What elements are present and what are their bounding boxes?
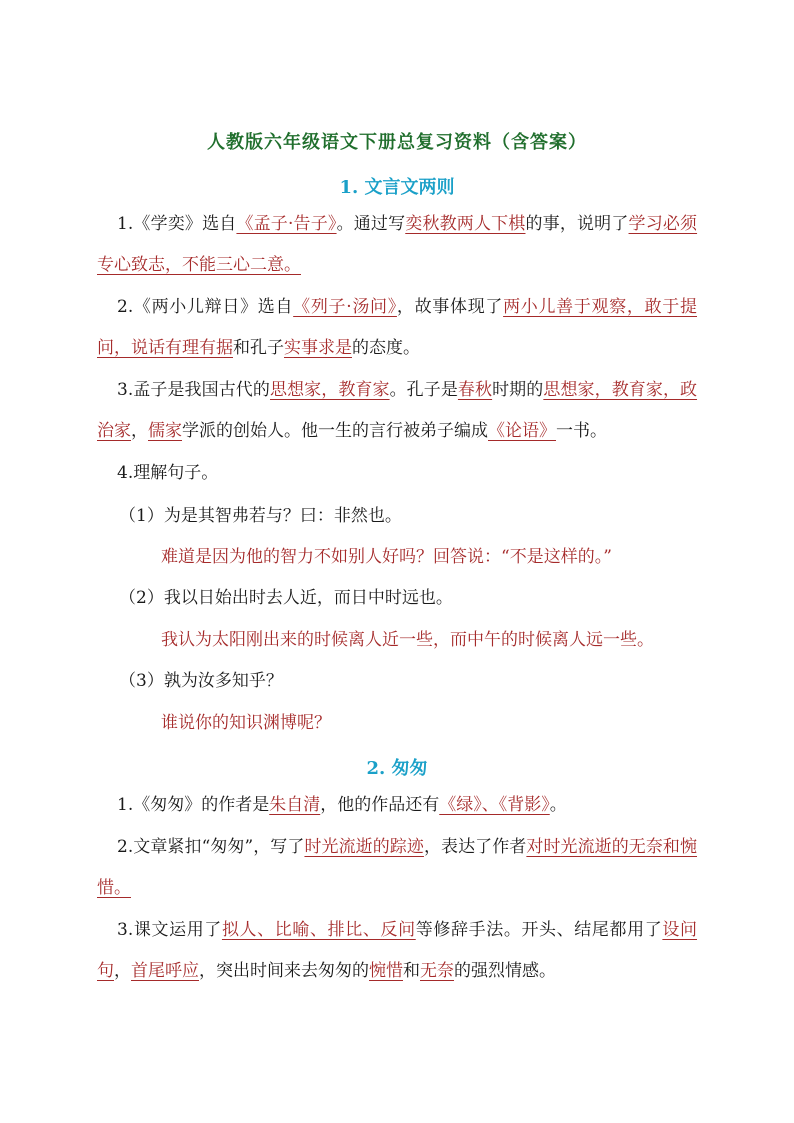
answer-text: 时光流逝的踪迹 [304,837,424,857]
question-text: 3.课文运用了 [117,920,222,940]
answer-text: 思想家，教育家 [269,380,390,400]
answer-text: 思想家，教育家，政治家 [97,380,698,441]
section-title-1: 1. 文言文两则 [339,177,455,198]
question-text: 。孔子是 [389,380,458,400]
answer-text: 无奈 [420,961,454,981]
sentence-answer-1: 难道是因为他的智力不如别人好吗？回答说：“不是这样的。” [161,547,612,567]
question-text: 学派的创始人。他一生的言行被弟子编成 [182,421,488,441]
question-text: 和孔子 [233,338,284,358]
answer-text: 实事求是 [284,338,352,358]
question-text: 等修辞手法。开头、结尾都用了 [415,920,663,940]
sentence-question-2: （2）我以日始出时去人近，而日中时远也。 [119,588,453,608]
sentence-question-3: （3）孰为汝多知乎？ [119,671,283,691]
sentence-answer-3: 谁说你的知识渊博呢？ [161,713,331,733]
question-text: 3.孟子是我国古代的 [117,380,270,400]
answer-text: 《绿》、《背影》 [439,795,550,815]
question-text: 。通过写 [336,214,406,234]
sentence-question-1: （1）为是其智弗若与？曰：非然也。 [119,506,402,526]
question-text: 2.文章紧扣“匆匆”，写了 [117,837,305,857]
question-text: 的强烈情感。 [454,961,556,981]
question-text: ，他的作品还有 [320,795,440,815]
answer-text: 对时光流逝的无奈和惋惜。 [97,837,698,898]
answer-text: 朱自清 [269,795,321,815]
question-text: 和 [403,961,420,981]
answer-text: 学习必须专心致志，不能三心二意。 [97,214,698,275]
answer-text: 惋惜 [369,961,403,981]
question-2-1 [97,785,697,826]
question-text: ，表达了作者 [423,837,527,857]
document-title: 人教版六年级语文下册总复习资料（含答案） [207,132,587,153]
question-text: 。 [549,795,567,815]
answer-text: 拟人、比喻、排比、反问 [221,920,416,940]
question-text: 的态度。 [352,338,420,358]
sentence-answer-2: 我认为太阳刚出来的时候离人近一些，而中午的时候离人远一些。 [161,630,654,650]
question-text: 的事，说明了 [525,214,629,234]
question-2-3 [97,910,697,992]
question-text: ，突出时间来去匆匆的 [199,961,369,981]
question-text: 1.《学奕》选自 [117,214,237,234]
question-text: ，故事体现了 [396,297,504,317]
answer-text: 春秋 [457,380,493,400]
question-text: ， [131,421,148,441]
section-title-2: 2. 匆匆 [366,758,428,779]
question-1-1 [97,204,697,286]
question-text: ， [114,961,131,981]
question-1-2 [97,287,697,369]
answer-text: 《列子·汤问》 [293,297,397,317]
question-text: 时期的 [492,380,544,400]
question-1-4-title: 4.理解句子。 [117,463,219,483]
answer-text: 《论语》 [488,421,556,441]
answer-text: 设问句 [97,920,698,981]
answer-text: 两小儿善于观察，敢于提问，说话有理有据 [97,297,698,358]
answer-text: 奕秋教两人下棋 [405,214,526,234]
answer-text: 《孟子·告子》 [236,214,337,234]
question-text: 1.《匆匆》的作者是 [117,795,270,815]
answer-text: 首尾呼应 [131,961,199,981]
answer-text: 儒家 [148,421,182,441]
question-text: 一书。 [556,421,607,441]
question-1-3 [97,370,697,452]
question-text: 2.《两小儿辩日》选自 [117,297,294,317]
question-2-2 [97,827,697,909]
